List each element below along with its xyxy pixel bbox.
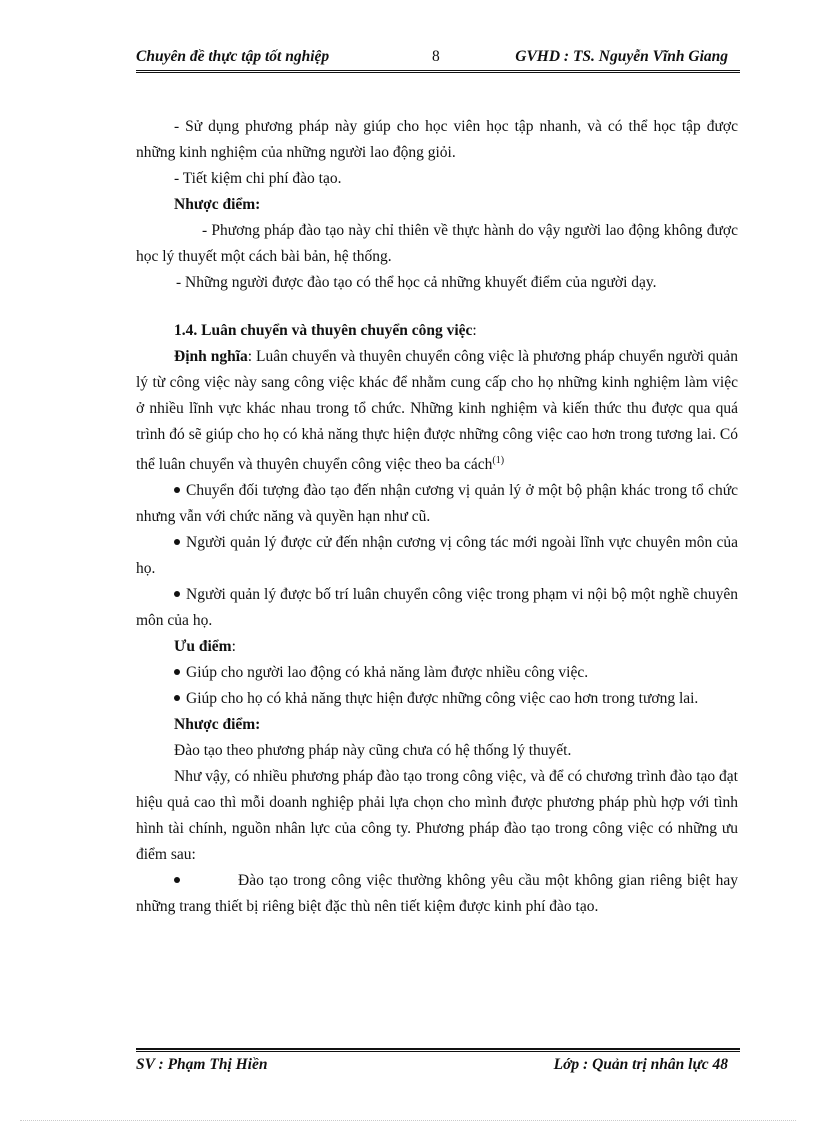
header-rule xyxy=(136,70,740,73)
definition-text: : Luân chuyển và thuyên chuyển công việc là phương pháp chuyển người quản lý từ công việc này sang công việc khác để nhằm cung cấp cho họ những kinh nghiệm làm việc ở nhiều lĩnh vực khác nhau trong tổ chức. Những kinh nghiệm và kiến thức thu được qua quá trình đó sẽ giúp cho họ có khả năng thực hiện được những công việc cao hơn trong tương lai. Có thể luân chuyển và thuyên chuyển công việc theo ba cách xyxy=(136,348,738,474)
paragraph: - Phương pháp đào tạo này chỉ thiên về thực hành do vậy người lao động không được học lý thuyết một cách bài bản, hệ thống. xyxy=(136,222,738,265)
footer-class: Lớp : Quản trị nhân lực 48 xyxy=(553,1056,728,1073)
paragraph: Đào tạo theo phương pháp này cũng chưa có hệ thống lý thuyết. xyxy=(174,742,572,760)
bullet-icon xyxy=(174,487,180,493)
section-heading xyxy=(136,318,738,344)
heading-advantages-label: Ưu điểm xyxy=(174,638,232,656)
bullet-icon xyxy=(174,669,180,675)
definition-label: Định nghĩa xyxy=(174,348,248,365)
footer-student: SV : Phạm Thị Hiền xyxy=(136,1056,268,1073)
bullet-text: Giúp cho họ có khả năng thực hiện được những công việc cao hơn trong tương lai. xyxy=(186,690,699,708)
spacer xyxy=(136,296,738,318)
heading-disadvantages: Nhược điểm: xyxy=(174,196,261,213)
definition-paragraph xyxy=(136,344,738,478)
paragraph: - Những người được đào tạo có thể học cả những khuyết điểm của người dạy. xyxy=(176,274,657,291)
bullet-item xyxy=(136,660,738,686)
bullet-item xyxy=(136,582,738,634)
footnote-marker: (1) xyxy=(492,455,505,466)
section-title: 1.4. Luân chuyển và thuyên chuyển công việc xyxy=(174,322,473,339)
paragraph: - Sử dụng phương pháp này giúp cho học viên học tập nhanh, và có thể học tập được những kinh nghiệm của những người lao động giỏi. xyxy=(136,118,738,161)
bullet-item xyxy=(136,868,738,920)
page-footer xyxy=(136,1056,740,1080)
heading-advantages xyxy=(136,634,738,660)
bullet-item xyxy=(136,478,738,530)
bullet-item xyxy=(136,530,738,582)
bullet-icon xyxy=(174,539,180,545)
page-header xyxy=(136,46,740,72)
paragraph: Như vậy, có nhiều phương pháp đào tạo trong công việc, và để có chương trình đào tạo đạt hiệu quả cao thì mỗi doanh nghiệp phải lựa chọn cho mình được phương pháp phù hợp với tình hình tài chính, nguồn nhân lực của công ty. Phương pháp đào tạo trong công việc có những ưu điểm sau: xyxy=(136,768,738,864)
bullet-icon xyxy=(174,695,180,701)
bullet-text: Giúp cho người lao động có khả năng làm được nhiều công việc. xyxy=(186,664,589,682)
page-edge-dots xyxy=(20,1120,796,1121)
bullet-icon xyxy=(174,877,180,883)
section-colon: : xyxy=(472,322,477,339)
header-supervisor: GVHD : TS. Nguyễn Vĩnh Giang xyxy=(515,48,728,65)
heading-disadvantages: Nhược điểm: xyxy=(174,716,261,734)
bullet-icon xyxy=(174,591,180,597)
bullet-text: Đào tạo trong công việc thường không yêu cầu một không gian riêng biệt hay những trang thiết bị riêng biệt đặc thù nên tiết kiệm được kinh phí đào tạo. xyxy=(136,872,738,916)
bullet-text: Người quản lý được bố trí luân chuyển công việc trong phạm vi nội bộ một nghề chuyên môn của họ. xyxy=(136,586,738,630)
paragraph: - Tiết kiệm chi phí đào tạo. xyxy=(174,170,342,187)
bullet-text: Chuyển đối tượng đào tạo đến nhận cương vị quản lý ở một bộ phận khác trong tổ chức nhưng vẫn với chức năng và quyền hạn như cũ. xyxy=(136,482,738,526)
page-number: 8 xyxy=(432,48,440,65)
heading-advantages-colon: : xyxy=(231,638,236,656)
footer-rule xyxy=(136,1048,740,1052)
bullet-text: Người quản lý được cử đến nhận cương vị công tác mới ngoài lĩnh vực chuyên môn của họ. xyxy=(136,534,738,578)
bullet-item xyxy=(136,686,738,712)
header-document-title: Chuyên đề thực tập tốt nghiệp xyxy=(136,48,330,65)
page-body xyxy=(136,114,738,920)
